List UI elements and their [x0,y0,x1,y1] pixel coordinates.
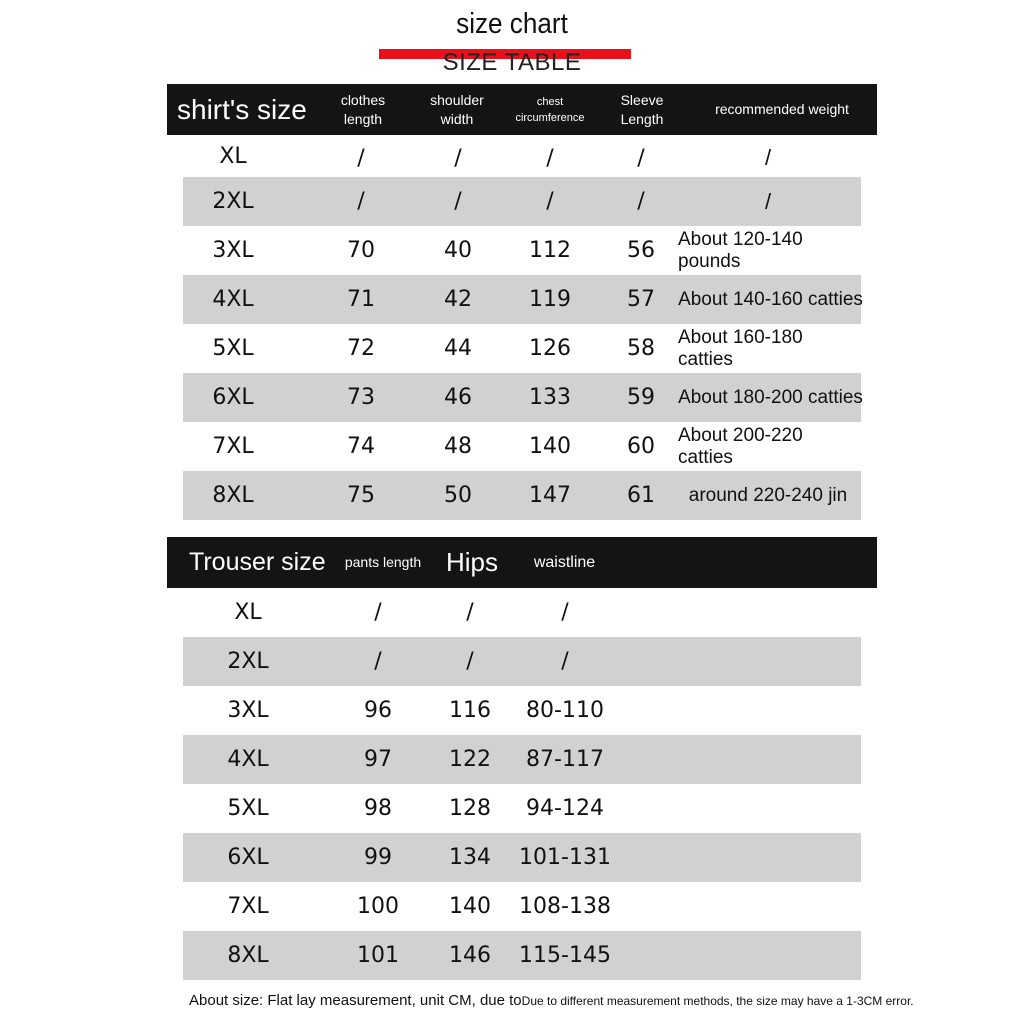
sleeve-cell: / [637,189,645,214]
clothes-length-cell: 75 [347,483,375,508]
size-note-part2: Due to different measurement methods, the size may have a 1-3CM error. [521,994,914,1008]
sleeve-cell: 61 [627,483,655,508]
waistline-cell: 115-145 [519,943,611,968]
sleeve-cell: 56 [627,238,655,263]
weight-cell: around 220-240 jin [688,484,848,506]
sleeve-cell: 57 [627,287,655,312]
size-cell: 6XL [212,385,254,410]
waistline-cell: 108-138 [519,894,611,919]
hips-cell: 134 [449,845,491,870]
size-cell: 3XL [212,238,254,263]
size-cell: 6XL [227,845,269,870]
weight-cell: About 200-220 catties [678,424,803,468]
shoulder-width-cell: 46 [444,385,472,410]
sleeve-cell: / [637,145,645,171]
hips-heading: Hips [445,547,498,577]
size-note-part1: About size: Flat lay measurement, unit CM, due to [189,992,522,1009]
shoulder-width-heading: shoulder width [430,91,484,127]
chest-cell: 140 [529,434,571,459]
table-row [183,422,861,471]
pants-length-cell: / [374,600,382,625]
shirt-size-heading: shirt's size [177,93,307,125]
pants-length-cell: 101 [357,943,399,968]
table-row [183,135,861,177]
waistline-cell: 94-124 [526,796,604,821]
sleeve-cell: 60 [627,434,655,459]
size-note [189,992,914,1009]
table-row [183,784,861,833]
table-row [183,588,861,637]
clothes-length-cell: 72 [347,336,375,361]
shirt-table-header [167,84,877,135]
clothes-length-cell: 70 [347,238,375,263]
weight-cell: / [764,188,772,214]
pants-length-heading: pants length [344,554,422,570]
hips-cell: / [466,600,474,625]
pants-length-cell: 97 [364,747,392,772]
table-row [183,735,861,784]
table-row [183,177,861,226]
chest-circumference-heading: chest circumference [515,95,585,124]
hips-cell: / [466,649,474,674]
pants-length-cell: 96 [364,698,392,723]
pants-length-cell: / [374,649,382,674]
shoulder-width-cell: 40 [444,238,472,263]
table-row [183,637,861,686]
clothes-length-cell: / [357,189,365,214]
weight-cell: About 160-180 catties [678,326,803,370]
table-row [183,931,861,980]
clothes-length-cell: / [357,145,365,171]
hips-cell: 122 [449,747,491,772]
hips-cell: 116 [449,698,491,723]
size-cell: 7XL [227,894,269,919]
size-cell: 5XL [227,796,269,821]
size-cell: 2XL [227,649,269,674]
size-cell: 8XL [212,483,254,508]
waistline-cell: 80-110 [526,698,604,723]
size-cell: 4XL [227,747,269,772]
size-cell: 8XL [227,943,269,968]
hips-cell: 140 [449,894,491,919]
table-row [183,833,861,882]
sleeve-length-heading: Sleeve Length [620,91,664,127]
clothes-length-heading: clothes length [340,91,386,127]
waistline-cell: 87-117 [526,747,604,772]
trouser-size-heading: Trouser size [189,548,326,576]
pants-length-cell: 100 [357,894,399,919]
pants-length-cell: 98 [364,796,392,821]
table-row [183,686,861,735]
table-row [183,324,861,373]
size-cell: 2XL [212,189,254,214]
weight-cell: About 120-140 pounds [678,228,803,272]
chest-cell: 119 [529,287,571,312]
weight-cell: About 180-200 catties [678,386,863,408]
size-cell: XL [234,600,262,625]
chest-cell: 147 [529,483,571,508]
waistline-cell: / [561,600,569,625]
clothes-length-cell: 73 [347,385,375,410]
chest-cell: / [546,145,554,171]
chest-cell: / [546,189,554,214]
page-title: size chart [456,8,568,40]
recommended-weight-heading: recommended weight [715,101,849,117]
shoulder-width-cell: / [454,145,462,171]
weight-cell: / [764,145,772,170]
chest-cell: 126 [529,336,571,361]
size-cell: 5XL [212,336,254,361]
sleeve-cell: 58 [627,336,655,361]
table-row [183,226,861,275]
table-row [183,373,861,422]
trouser-table-body [183,588,861,980]
shoulder-width-cell: 50 [444,483,472,508]
waistline-cell: 101-131 [519,845,611,870]
pants-length-cell: 99 [364,845,392,870]
hips-cell: 128 [449,796,491,821]
chest-cell: 133 [529,385,571,410]
size-cell: 7XL [212,434,254,459]
waistline-cell: / [561,649,569,674]
shoulder-width-cell: 48 [444,434,472,459]
shoulder-width-cell: 44 [444,336,472,361]
hips-cell: 146 [449,943,491,968]
size-cell: XL [219,143,247,169]
size-cell: 3XL [227,698,269,723]
clothes-length-cell: 71 [347,287,375,312]
table-row [183,882,861,931]
shoulder-width-cell: / [454,189,462,214]
clothes-length-cell: 74 [347,434,375,459]
table-row [183,471,861,520]
page-subtitle: SIZE TABLE [442,49,582,76]
shirt-table-body [183,135,861,520]
size-cell: 4XL [212,287,254,312]
trouser-table-header [167,537,877,588]
weight-cell: About 140-160 catties [678,288,863,310]
sleeve-cell: 59 [627,385,655,410]
table-row [183,275,861,324]
chest-cell: 112 [529,238,571,263]
shoulder-width-cell: 42 [444,287,472,312]
waistline-heading: waistline [533,554,596,571]
